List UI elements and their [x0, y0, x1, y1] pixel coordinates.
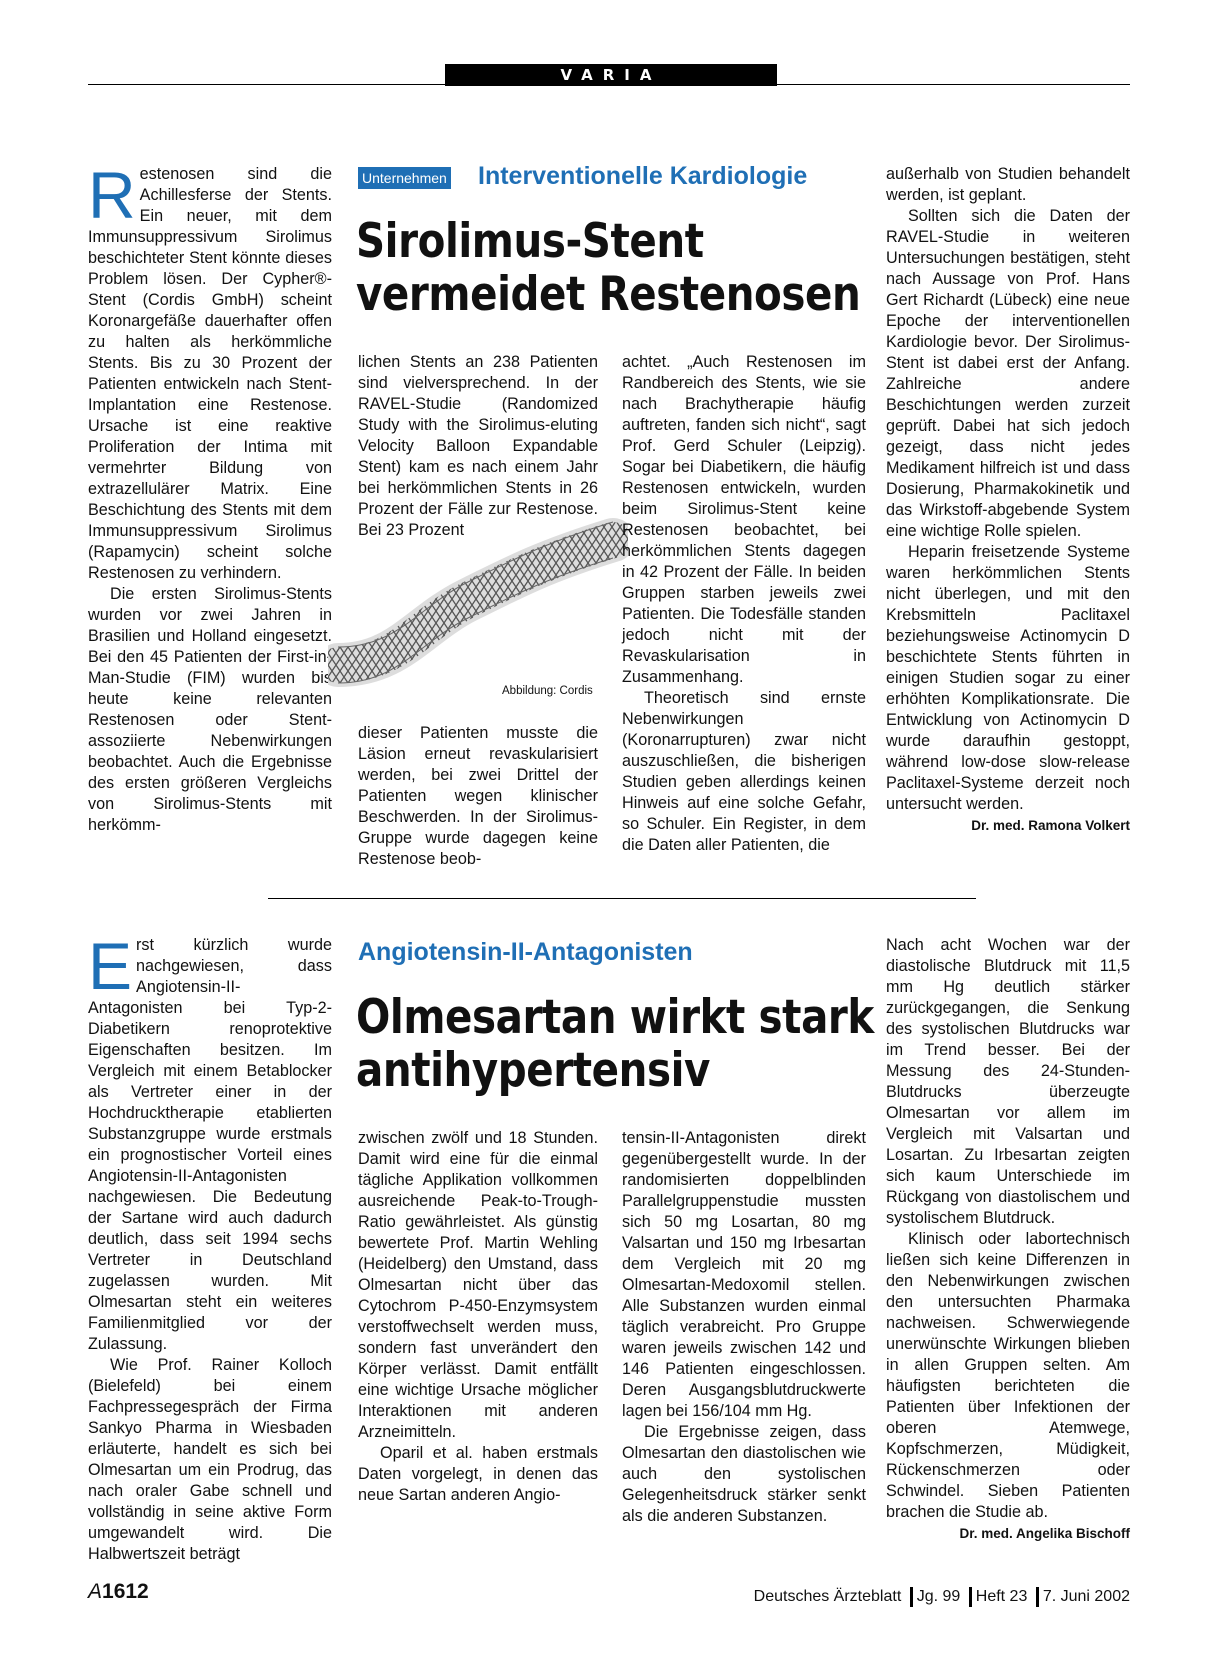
article1-kicker-box: Unternehmen [358, 167, 451, 189]
article2-col3-para2: Die Ergebnisse zeigen, dass Olmesartan den diastolischen wie auch den systolischen Gelegenheitsdruck stärker senkt als die anderen Substanzen. [622, 1423, 866, 1525]
article1-col4-para3: Heparin freisetzende Systeme waren herkömmlichen Stents nicht überlegen, und mit den Krebsmitteln Paclitaxel beziehungsweise Actinomycin D beschichtete Stents führten in einigen Studien sogar zu einer erhöhten Komplikationsrate. Die Entwicklung von Actinomycin D wurde daraufhin gestoppt, während low-dose slow-release Paclitaxel-Systeme derzeit noch untersucht werden. [886, 543, 1130, 813]
article2-column-1 [88, 929, 332, 1565]
article2-author: Dr. med. Angelika Bischoff [959, 1526, 1130, 1541]
article2-col1-para2: Wie Prof. Rainer Kolloch (Bielefeld) bei einem Fachpressegespräch der Firma Sankyo Pharma in Wiesbaden erläuterte, handelt es sich bei Olmesartan um ein Prodrug, das nach oraler Gabe schnell und vollständig in seine aktive Form umgewandelt wird. Die Halbwertszeit beträgt [88, 1356, 332, 1563]
article2-col3-para1: tensin-II-Antagonisten direkt gegenübergestellt wurde. In der randomisierten doppelblinden Parallelgruppenstudie mussten sich 50 mg Losartan, 80 mg Valsartan und 150 mg Irbesartan dem Vergleich mit 20 mg Olmesartan-Medoxomil stellen. Alle Substanzen wurden einmal täglich verabreicht. Pro Gruppe waren jeweils zwischen 142 und 146 Patienten eingeschlossen. Deren Ausgangsblutdruckwerte lagen bei 156/104 mm Hg. [622, 1129, 866, 1420]
article1-column-2-bottom [358, 723, 598, 870]
article2-col4-para2: Klinisch oder labortechnisch ließen sich keine Differenzen in den Nebenwirkungen zwischen den untersuchten Pharmaka nachweisen. Schwerwiegende unerwünschte Wirkungen blieben in allen Gruppen selten. Am häufigsten berichteten die Patienten über Infektionen der oberen Atemwege, Kopfschmerzen, Müdigkeit, Rückenschmerzen oder Schwindel. Sieben Patienten brachen die Studie ab. [886, 1230, 1130, 1521]
image-credit: Abbildung: Cordis [502, 685, 593, 697]
article1-col2-bottom-text: dieser Patienten musste die Läsion erneut revaskularisiert werden, bei zwei Drittel der Patienten wegen klinischer Beschwerden. In der Sirolimus-Gruppe wurde dagegen keine Restenose beob- [358, 724, 598, 868]
article2-dropcap: E [88, 929, 133, 1003]
article1-col4-para2: Sollten sich die Daten der RAVEL-Studie in weiteren Untersuchungen bestätigen, steht nach Aussage von Prof. Hans Gert Richardt (Lübeck) eine neue Epoche der interventionellen Kardiologie bevor. Der Sirolimus-Stent ist dabei erst der Anfang. Zahlreiche andere Beschichtungen werden zurzeit geprüft. Dabei hat sich jedoch gezeigt, dass nicht jedes Medikament hilfreich ist und dass Dosierung, Pharmakokinetik und das Wirkstoff-abgebende System eine wichtige Rolle spielen. [886, 207, 1130, 540]
article1-col4-para1: außerhalb von Studien behandelt werden, ist geplant. [886, 165, 1130, 204]
section-label: VARIA [445, 64, 777, 86]
article1-headline-line1: Sirolimus-Stent [356, 214, 704, 269]
article1-column-3 [622, 352, 866, 856]
journal-name: Deutsches Ärzteblatt [753, 1588, 902, 1606]
article2-col2-para2: Oparil et al. haben erstmals Daten vorgelegt, in denen das neue Sartan anderen Angio- [358, 1444, 598, 1504]
article2-headline-line1: Olmesartan wirkt stark [356, 990, 874, 1045]
footer-separator [969, 1587, 972, 1607]
footer-separator [910, 1587, 913, 1607]
article2-col4-para1: Nach acht Wochen war der diastolische Blutdruck mit 11,5 mm Hg deutlich stärker zurückgegangen, die Senkung des systolischen Blutdrucks war im Trend besser. Bei der Messung des 24-Stunden-Blutdrucks überzeugte Olmesartan vor allem im Vergleich mit Valsartan und Losartan. Zu Irbesartan zeigten sich kaum Unterschiede im Rückgang von diastolischem und systolischem Blutdruck. [886, 936, 1130, 1227]
page-number [88, 1580, 149, 1604]
journal-date: 7. Juni 2002 [1042, 1588, 1130, 1606]
article2-col2-para1: zwischen zwölf und 18 Stunden. Damit wird eine für die einmal tägliche Applikation vollkommen ausreichende Peak-to-Trough-Ratio gewährleistet. Als günstig bewertete Prof. Martin Wehling (Heidelberg) den Umstand, dass Olmesartan nicht über das Cytochrom P-450-Enzymsystem verstoffwechselt werden muss, sondern fast unverändert den Körper verlässt. Damit entfällt eine wichtige Ursache möglicher Interaktionen mit anderen Arzneimitteln. [358, 1129, 598, 1441]
stent-image [328, 515, 628, 695]
article2-column-2 [358, 1128, 598, 1506]
article1-column-4 [886, 164, 1130, 836]
footer-separator [1036, 1587, 1039, 1607]
article2-kicker: Angiotensin-II-Antagonisten [358, 938, 693, 966]
article1-col2-top-text: lichen Stents an 238 Patienten sind vielversprechend. In der RAVEL-Studie (Randomized Study with the Sirolimus-eluting Velocity Balloon Expandable Stent) kam es nach einem Jahr bei herkömmlichen Stents in 26 Prozent der Fälle zur Restenose. Bei 23 Prozent [358, 353, 598, 539]
journal-issue: Heft 23 [975, 1588, 1028, 1606]
article2-col1-para1: rst kürzlich wurde nachgewiesen, dass Angiotensin-II-Antagonisten bei Typ-2-Diabetikern renoprotektive Eigenschaften besitzen. Im Vergleich mit einem Betablocker als Vertreter einer in der Hochdrucktherapie etablierten Substanzgruppe wurde erstmals ein prognostischer Vorteil eines Angiotensin-II-Antagonisten nachgewiesen. Die Bedeutung der Sartane wird auch dadurch deutlich, dass seit 1994 sechs Vertreter in Deutschland zugelassen wurden. Mit Olmesartan steht ein weiteres Familienmitglied vor der Zulassung. [88, 936, 332, 1353]
article1-column-1 [88, 158, 332, 836]
article2-column-4 [886, 935, 1130, 1544]
journal-info [754, 1587, 1130, 1607]
article-divider [268, 898, 976, 899]
journal-volume: Jg. 99 [916, 1588, 961, 1606]
article2-headline-line2: antihypertensiv [356, 1043, 710, 1098]
article1-col1-para2: Die ersten Sirolimus-Stents wurden vor zwei Jahren in Brasilien und Holland eingesetzt. Bei den 45 Patienten der First-in-Man-Studie (FIM) wurden bis heute keine relevanten Restenosen oder Stent-assoziierte Nebenwirkungen beobachtet. Auch die Ergebnisse des ersten größeren Vergleichs von Sirolimus-Stents mit herkömm- [88, 585, 332, 834]
article1-col1-para1: estenosen sind die Achillesferse der Stents. Ein neuer, mit dem Immunsuppressivum Sirolimus beschichteter Stent könnte dieses Problem lösen. Der Cypher®-Stent (Cordis GmbH) scheint Koronargefäße dauerhafter offen zu halten als herkömmliche Stents. Bis zu 30 Prozent der Patienten entwickeln nach Stent-Implantation eine Restenose. Ursache ist eine reaktive Proliferation der Intima mit vermehrter Bildung von extrazellulärer Matrix. Eine Beschichtung des Stents mit dem Immunsuppressivum Sirolimus (Rapamycin) scheint solche Restenosen zu verhindern. [88, 165, 332, 582]
article1-col3-para1: achtet. „Auch Restenosen im Randbereich des Stents, wie sie nach Brachytherapie häufig auftreten, fanden sich nicht“, sagt Prof. Gerd Schuler (Leipzig). Sogar bei Diabetikern, die häufig Restenosen entwickeln, wurden beim Sirolimus-Stent keine Restenosen beobachtet, bei herkömmlichen Stents dagegen in 42 Prozent der Fälle. In beiden Gruppen starben jeweils zwei Patienten. Die Todesfälle standen jedoch nicht mit der Revaskularisation in Zusammenhang. [622, 353, 866, 686]
article1-column-2-top [358, 352, 598, 541]
page-number-value: 1612 [102, 1580, 149, 1603]
article1-dropcap: R [88, 158, 136, 232]
article1-headline-line2: vermeidet Restenosen [356, 267, 861, 322]
page-prefix: A [88, 1580, 103, 1603]
article1-author: Dr. med. Ramona Volkert [971, 818, 1130, 833]
article1-kicker: Interventionelle Kardiologie [478, 162, 808, 190]
article2-column-3 [622, 1128, 866, 1527]
article1-col3-para2: Theoretisch sind ernste Nebenwirkungen (Koronarrupturen) zwar nicht auszuschließen, die bisherigen Studien geben allerdings keinen Hinweis auf eine solche Gefahr, so Schuler. Ein Register, in dem die Daten aller Patienten, die [622, 689, 866, 854]
